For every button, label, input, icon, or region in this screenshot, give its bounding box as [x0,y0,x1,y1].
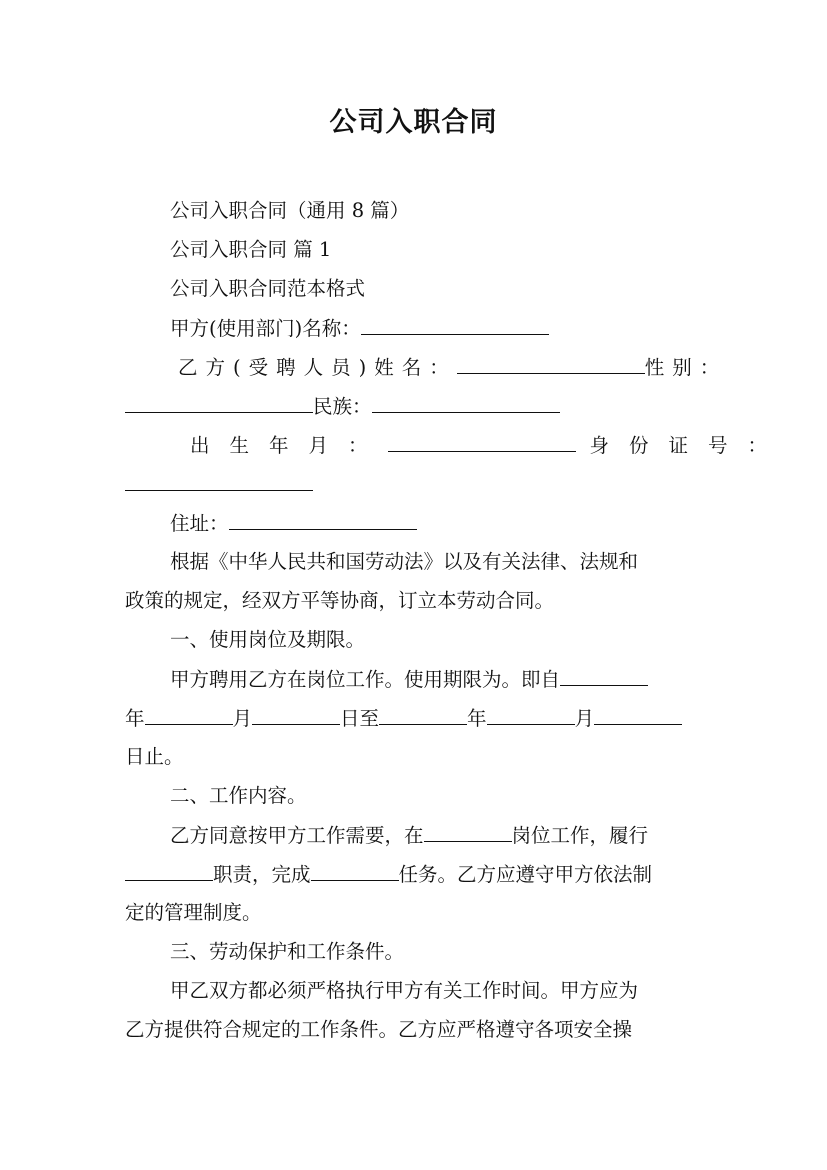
day-to-label: 日至 [340,707,380,730]
year-label-2: 年 [467,707,487,730]
address-row [170,509,417,538]
intro-line-1: 根据《中华人民共和国劳动法》以及有关法律、法规和 [170,550,639,573]
birth-row [190,431,787,460]
id-label: 身份证号： [589,434,788,457]
section-3-line-1: 甲乙双方都必须严格执行甲方有关工作时间。甲方应为 [170,979,639,1002]
post-blank[interactable] [424,821,512,842]
section-1-text: 甲方聘用乙方在岗位工作。使用期限为。即自 [170,668,561,691]
party-a-row [170,314,549,343]
birth-label: 出生年月： [190,434,388,457]
document-title: 公司入职合同 [329,107,498,138]
section-2-line-1 [170,821,648,850]
ethnicity-label: 民族： [313,395,372,418]
year-label: 年 [125,707,145,730]
section-2-text-d: 任务。乙方应遵守甲方依法制 [398,863,653,886]
section-1-line-3: 日止。 [125,745,184,768]
section-3-title: 三、劳动保护和工作条件。 [170,940,405,963]
ethnicity-row [125,392,560,421]
intro-line-2: 政策的规定，经双方平等协商，订立本劳动合同。 [125,589,555,612]
format-heading: 公司入职合同范本格式 [170,277,366,300]
subtitle: 公司入职合同（通用 8 篇） [170,199,410,222]
party-a-blank[interactable] [361,314,549,335]
gender-label: 性别： [644,356,728,379]
address-label: 住址： [170,512,229,535]
start-day-blank[interactable] [252,704,340,725]
party-b-row [178,353,727,382]
month-label: 月 [232,707,253,730]
piece-heading: 公司入职合同 篇 1 [170,238,332,261]
section-2-line-3: 定的管理制度。 [125,901,262,924]
duty-blank[interactable] [125,860,213,881]
birth-blank[interactable] [388,431,576,452]
section-2-title: 二、工作内容。 [170,784,307,807]
start-year-blank[interactable] [560,665,648,686]
section-3-line-2: 乙方提供符合规定的工作条件。乙方应严格遵守各项安全操 [125,1018,633,1041]
section-2-text-c: 职责，完成 [213,863,311,886]
address-blank[interactable] [229,509,417,530]
section-1-title: 一、使用岗位及期限。 [170,628,366,651]
party-b-name-blank[interactable] [457,353,645,374]
section-2-text-b: 岗位工作，履行 [511,824,649,847]
party-b-label: 乙方(受聘人员)姓名： [178,356,457,379]
party-a-label: 甲方(使用部门)名称： [170,317,361,340]
end-day-blank[interactable] [594,704,682,725]
end-year-blank[interactable] [379,704,467,725]
section-1-line-1 [170,665,648,694]
ethnicity-blank[interactable] [372,392,560,413]
task-blank[interactable] [311,860,399,881]
id-blank[interactable] [125,470,313,491]
section-1-line-2 [125,704,682,733]
end-month-blank[interactable] [487,704,575,725]
section-2-line-2 [125,860,652,889]
gender-blank[interactable] [125,392,313,413]
start-month-blank[interactable] [145,704,233,725]
month-label-2: 月 [574,707,595,730]
id-row [125,470,313,499]
section-2-text-a: 乙方同意按甲方工作需要，在 [170,824,424,847]
